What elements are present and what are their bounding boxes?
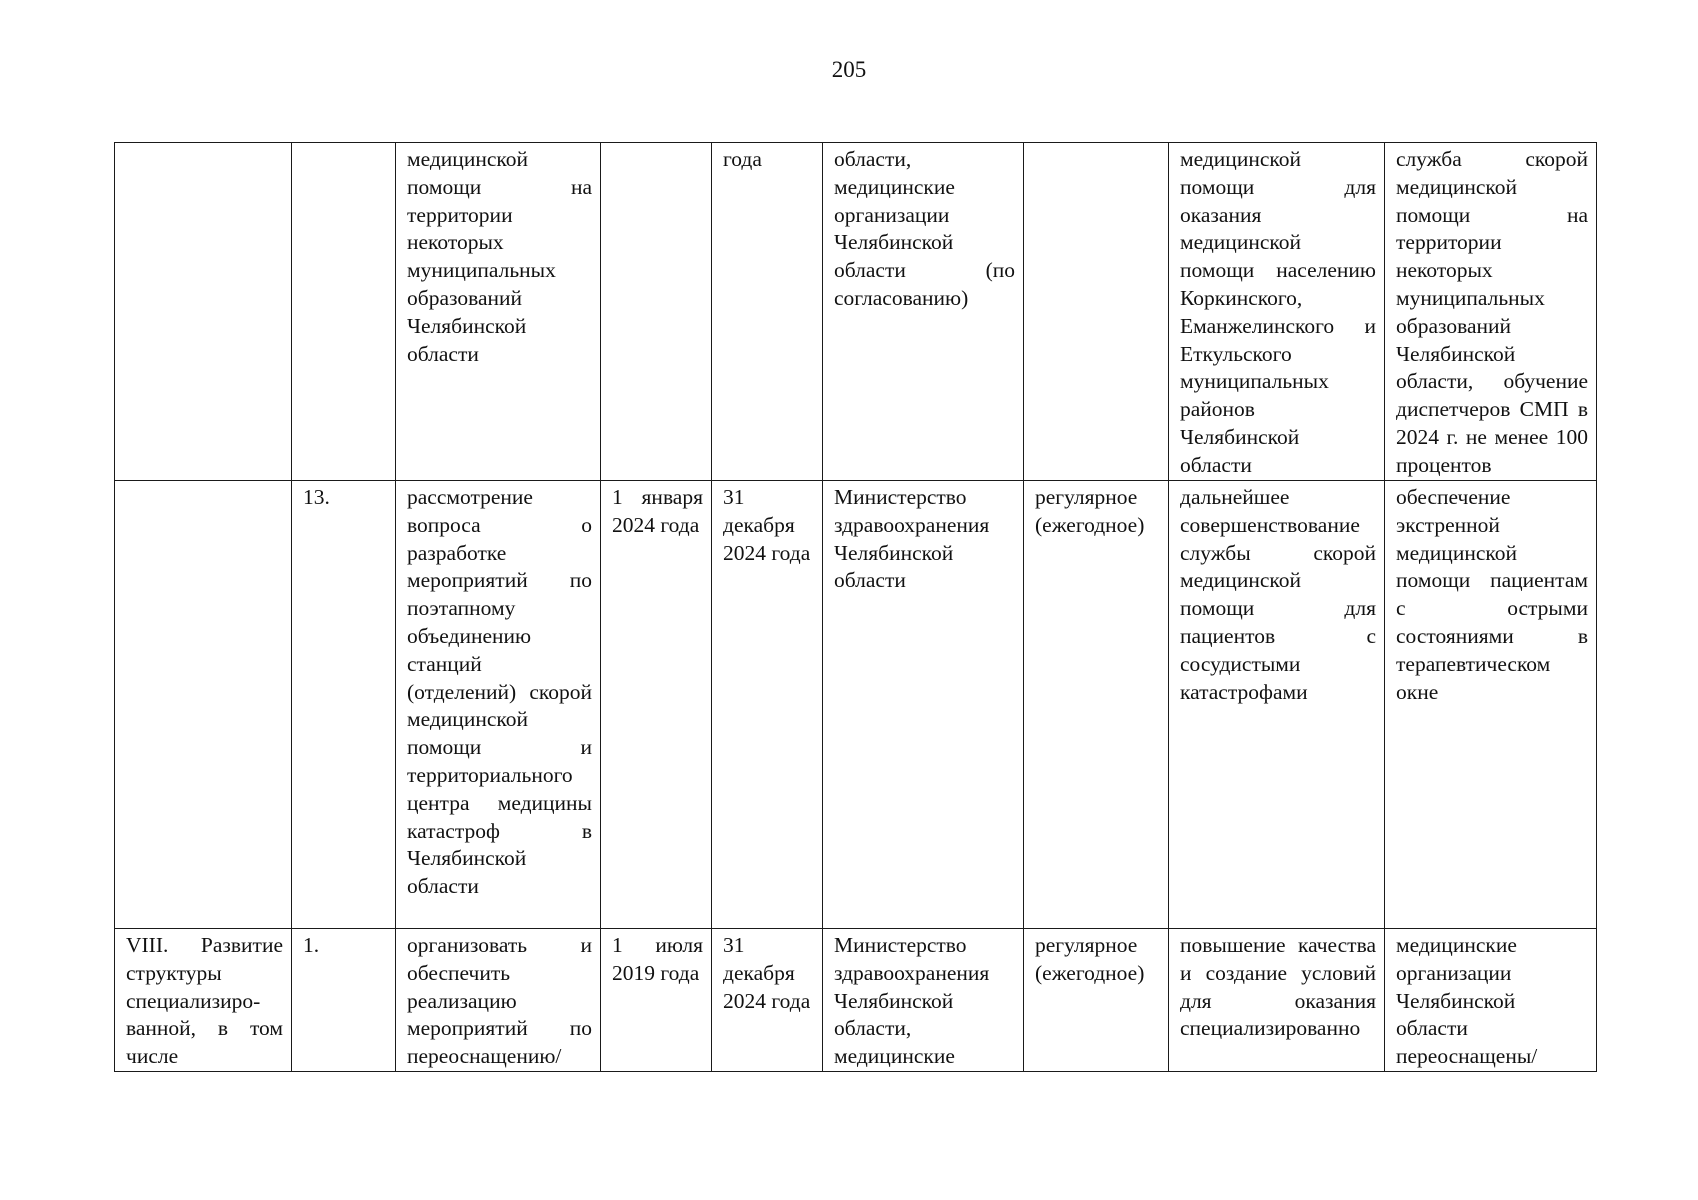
- indicator-cell: служба скорой медицинской помощи на территории некоторых муниципальных образований Челябинской области, обучение диспетчеров СМП в 2024 г. не менее 100 процентов: [1385, 143, 1597, 481]
- start-date-cell: [601, 143, 712, 481]
- section-cell: VIII. Развитие структуры специализиро-ванной, в том числе: [115, 929, 292, 1072]
- section-cell: [115, 143, 292, 481]
- responsible-cell: области, медицинские организации Челябинской области (по согласованию): [823, 143, 1024, 481]
- responsible-cell: Министерство здравоохранения Челябинской области: [823, 481, 1024, 929]
- measure-cell: медицинской помощи на территории некоторых муниципальных образований Челябинской области: [396, 143, 601, 481]
- frequency-cell: [1024, 143, 1169, 481]
- page-number: 205: [831, 57, 867, 82]
- end-date-cell: 31 декабря 2024 года: [712, 481, 823, 929]
- table-row: [115, 481, 1597, 929]
- result-cell: дальнейшее совершенствование службы скорой медицинской помощи для пациентов с сосудистыми катастрофами: [1169, 481, 1385, 929]
- frequency-cell: регулярное (ежегодное): [1024, 929, 1169, 1072]
- end-date-cell: 31 декабря 2024 года: [712, 929, 823, 1072]
- frequency-cell: регулярное (ежегодное): [1024, 481, 1169, 929]
- number-cell: [292, 143, 396, 481]
- start-date-cell: 1 июля 2019 года: [601, 929, 712, 1072]
- indicator-cell: медицинские организации Челябинской области переоснащены/: [1385, 929, 1597, 1072]
- responsible-cell: Министерство здравоохранения Челябинской области, медицинские: [823, 929, 1024, 1072]
- measure-cell: рассмотрение вопроса о разработке мероприятий по поэтапному объединению станций (отделений) скорой медицинской помощи и территориального центра медицины катастроф в Челябинской области: [396, 481, 601, 929]
- section-cell: [115, 481, 292, 929]
- measures-table: [114, 142, 1597, 1072]
- end-date-cell: года: [712, 143, 823, 481]
- measure-cell: организовать и обеспечить реализацию мероприятий по переоснащению/: [396, 929, 601, 1072]
- result-cell: медицинской помощи для оказания медицинской помощи населению Коркинского, Еманжелинского и Еткульского муниципальных районов Челябинской области: [1169, 143, 1385, 481]
- number-cell: 1.: [292, 929, 396, 1072]
- start-date-cell: 1 января 2024 года: [601, 481, 712, 929]
- number-cell: 13.: [292, 481, 396, 929]
- table-row: [115, 929, 1597, 1072]
- indicator-cell: обеспечение экстренной медицинской помощи пациентам с острыми состояниями в терапевтическом окне: [1385, 481, 1597, 929]
- table-row: [115, 143, 1597, 481]
- result-cell: повышение качества и создание условий для оказания специализированно: [1169, 929, 1385, 1072]
